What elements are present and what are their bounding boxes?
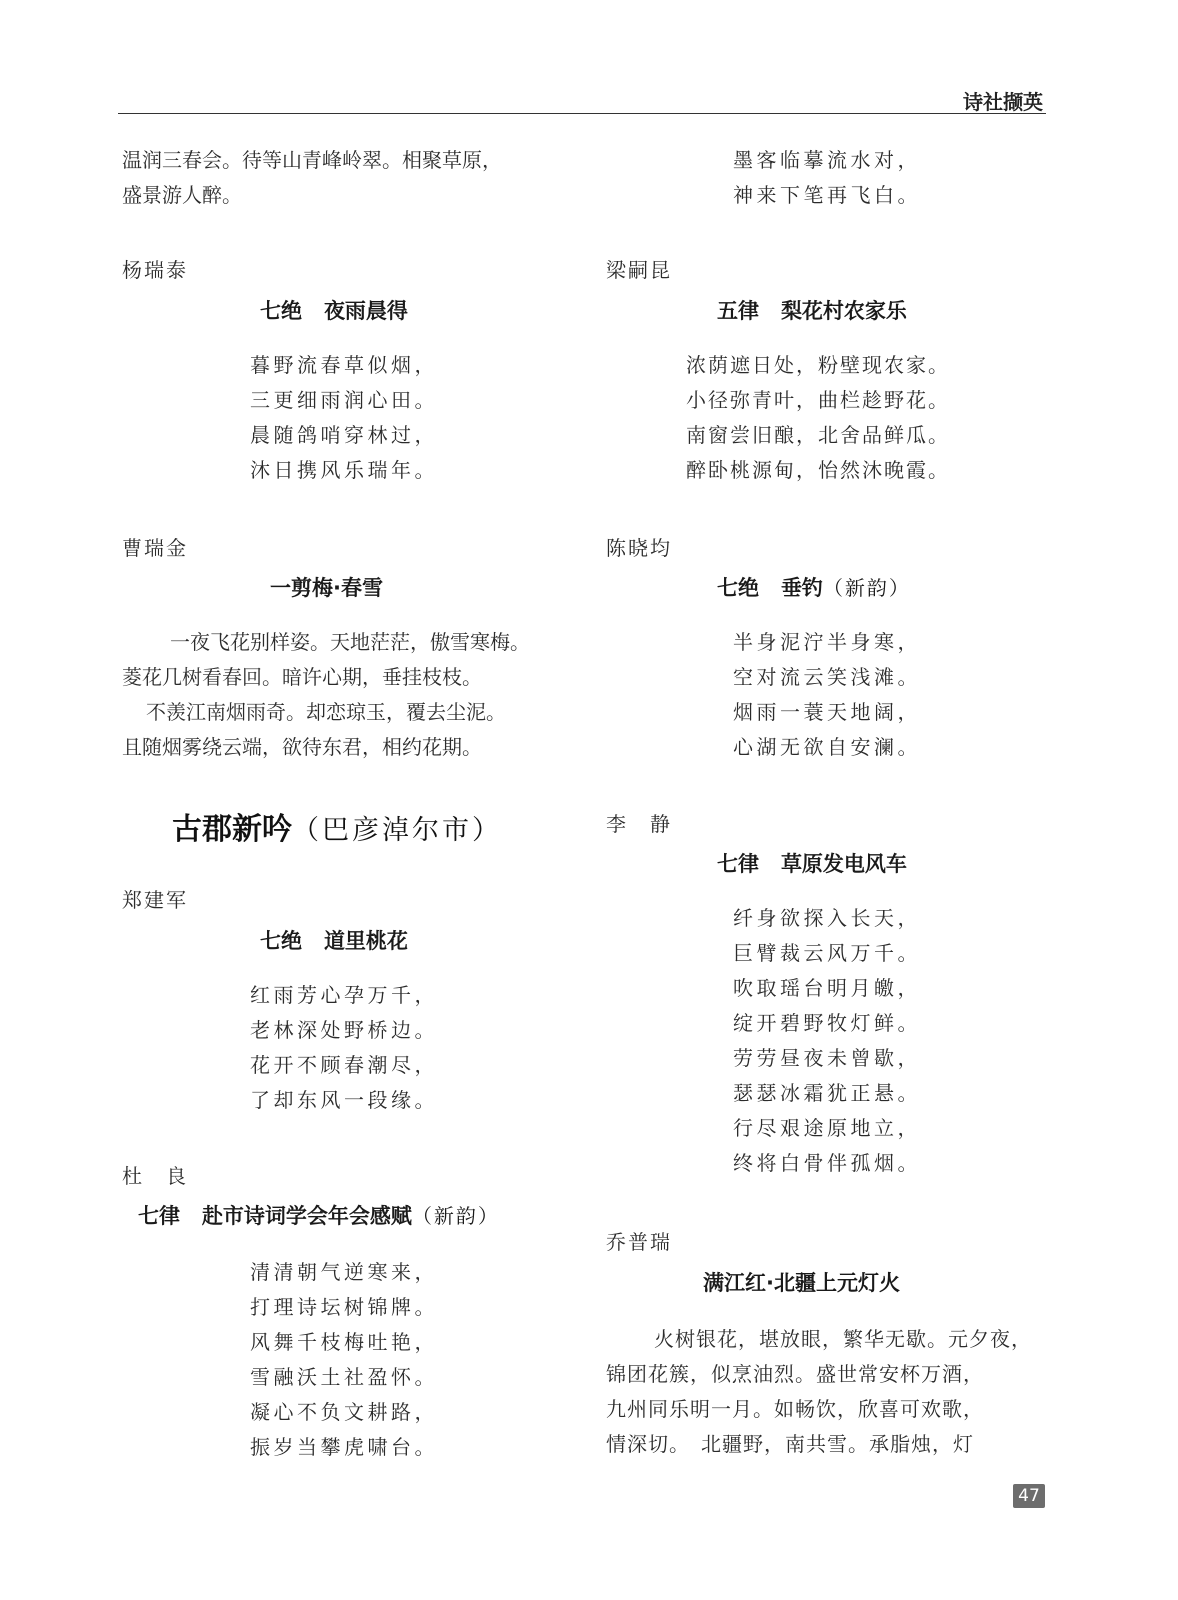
poem-line: 瑟瑟冰霜犹正悬。 [733,1081,921,1105]
poem-line: 火树银花，堪放眼，繁华无歇。元夕夜， [654,1327,1032,1351]
poem-line: 暮野流春草似烟， [250,353,438,377]
poem-form: 五律 [717,299,759,323]
poem-line: 雪融沃土社盈怀。 [250,1365,438,1389]
region-subtitle: （巴彦淖尔市） [292,815,502,846]
poem-title-text: 赴市诗词学会年会感赋 [201,1204,412,1228]
poem-body [686,348,950,488]
poem-line: 空对流云笑浅滩。 [733,665,921,689]
poem-title [260,925,408,955]
poem-body [122,625,530,765]
continuation-line: 墨客临摹流水对， [733,148,921,172]
poem-author: 郑建军 [122,888,188,912]
poem-line: 巨臂裁云风万千。 [733,941,921,965]
poem-author: 杜 良 [122,1164,188,1188]
poem-line: 三更细雨润心田。 [250,388,438,412]
poem-line: 菱花几树看春回。暗许心期，垂挂枝枝。 [122,665,482,689]
poem-form: 七绝 [260,299,302,323]
poem-title [717,848,907,878]
poem-line: 不羡江南烟雨奇。却恋琼玉，覆去尘泥。 [146,700,506,724]
poem-title-text: 草原发电风车 [780,852,907,876]
poem-form: 七绝 [260,929,302,953]
poem-author: 杨瑞泰 [122,258,188,282]
poem-line: 九州同乐明一月。如畅饮，欣喜可欢歌， [606,1397,984,1421]
poem-form: 七律 [717,852,759,876]
poem-form: 七律 [138,1204,180,1228]
poem-title-text: 道里桃花 [323,929,408,953]
poem-title: 一剪梅·春雪 [270,576,383,600]
poem-author: 曹瑞金 [122,536,188,560]
poem-body [733,901,921,1181]
poem-line: 了却东风一段缘。 [250,1088,438,1112]
continuation-line: 温润三春会。待等山青峰岭翠。相聚草原， [122,148,502,172]
continuation-line: 神来下笔再飞白。 [733,183,921,207]
poem-title [717,295,907,325]
poem-line: 风舞千枝梅吐艳， [250,1330,438,1354]
poem-body [250,348,438,488]
poem-line: 醉卧桃源甸，怡然沐晚霞。 [686,458,950,482]
poem-line: 锦团花簇，似烹油烈。盛世常安杯万酒， [606,1362,984,1386]
poem-title [260,295,408,325]
poem-title-text: 梨花村农家乐 [780,299,907,323]
page-number: 47 [1013,1484,1045,1508]
poem-line: 情深切。 北疆野，南共雪。承脂烛，灯 [606,1432,974,1456]
poem-line: 一夜飞花别样姿。天地茫茫，傲雪寒梅。 [170,630,530,654]
poem-line: 晨随鸽哨穿林过， [250,423,438,447]
poem-author: 李 静 [606,812,672,836]
poem-form: 七绝 [717,576,759,600]
poem-title: 满江红·北疆上元灯火 [703,1271,900,1295]
poem-body [733,625,921,765]
poem-line: 小径弥青叶，曲栏趁野花。 [686,388,950,412]
header-rule [118,113,1046,114]
poem-title [717,572,911,602]
poem-line: 清清朝气逆寒来， [250,1260,438,1284]
poem-body [250,1255,438,1465]
poem-line: 心湖无欲自安澜。 [733,735,921,759]
poem-line: 劳劳昼夜未曾歇， [733,1046,921,1070]
poem-line: 振岁当攀虎啸台。 [250,1435,438,1459]
poem-title [138,1200,500,1230]
poem-line: 绽开碧野牧灯鲜。 [733,1011,921,1035]
poem-line: 且随烟雾绕云端，欲待东君，相约花期。 [122,735,482,759]
section-label: 诗社撷英 [963,90,1043,114]
poem-line: 浓荫遮日处，粉壁现农家。 [686,353,950,377]
poem-line: 吹取瑶台明月皦， [733,976,921,1000]
continuation-line: 盛景游人醉。 [122,183,242,207]
poem-line: 半身泥泞半身寒， [733,630,921,654]
region-title: 古郡新吟 [172,812,292,847]
poem-line: 凝心不负文耕路， [250,1400,438,1424]
poem-note: （新韵） [411,1204,500,1228]
poem-line: 打理诗坛树锦牌。 [250,1295,438,1319]
poem-title-text: 垂钓 [780,576,823,600]
poem-author: 乔普瑞 [606,1230,672,1254]
poem-line: 烟雨一蓑天地阔， [733,700,921,724]
poem-line: 花开不顾春潮尽， [250,1053,438,1077]
poem-title-text: 夜雨晨得 [323,299,408,323]
poem-note: （新韵） [822,576,911,600]
poem-line: 沐日携风乐瑞年。 [250,458,438,482]
continuation [733,143,921,213]
region-heading [172,804,502,848]
poem-author: 陈晓均 [606,536,672,560]
poem-body [250,978,438,1118]
poem-line: 纤身欲探入长天， [733,906,921,930]
poem-line: 行尽艰途原地立， [733,1116,921,1140]
poem-line: 老林深处野桥边。 [250,1018,438,1042]
poem-body [606,1322,1032,1462]
poem-line: 南窗尝旧酿，北舍品鲜瓜。 [686,423,950,447]
poem-author: 梁嗣昆 [606,258,672,282]
poem-line: 终将白骨伴孤烟。 [733,1151,921,1175]
poem-line: 红雨芳心孕万千， [250,983,438,1007]
